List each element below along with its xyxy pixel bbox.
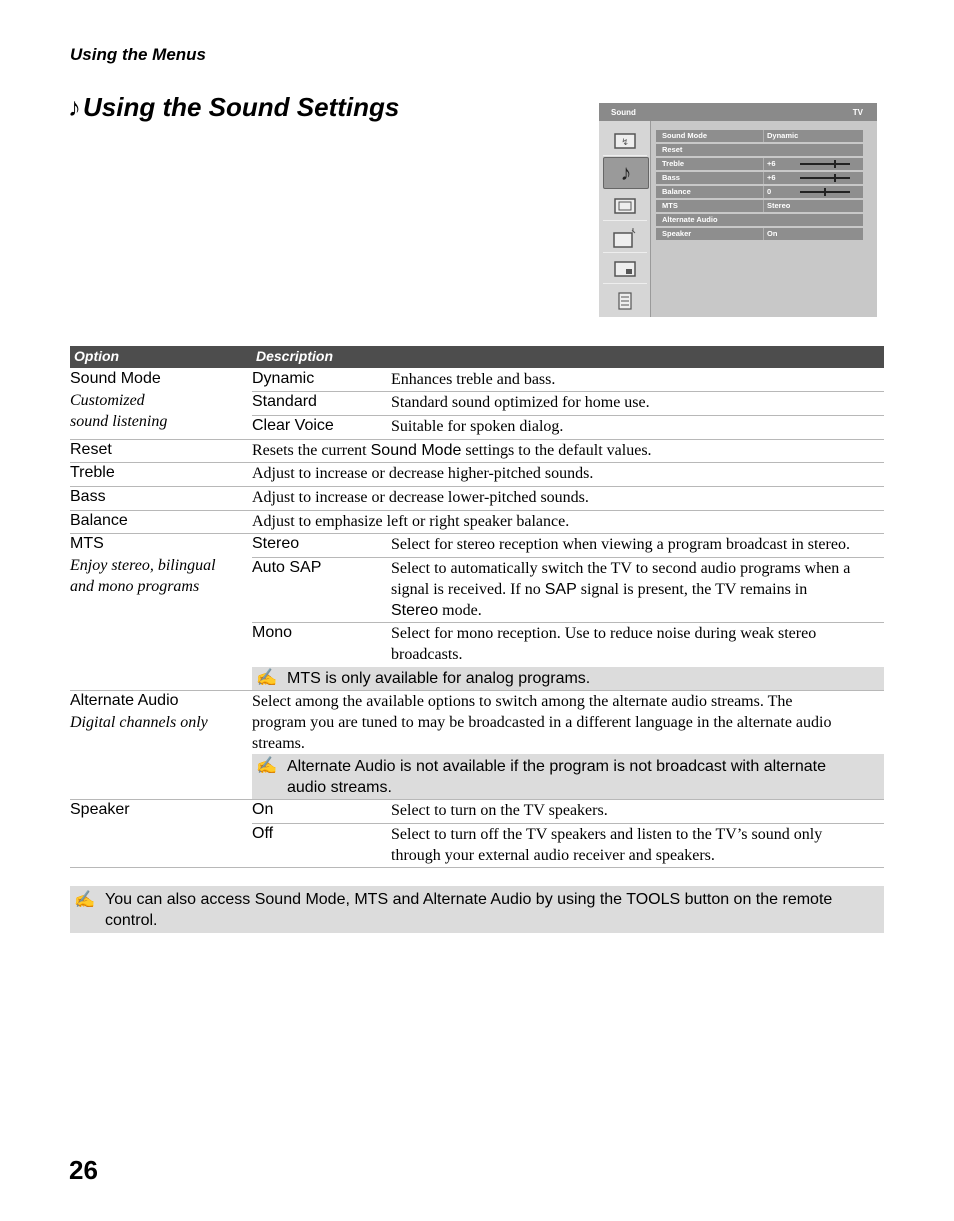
desc-dynamic: Enhances treble and bass. xyxy=(391,371,556,388)
treble-slider xyxy=(800,163,850,165)
alternate-audio-note xyxy=(252,754,884,799)
desc-off: Select to turn off the TV speakers and listen to the TV’s sound only through your external audio receiver and speakers. xyxy=(391,826,823,864)
desc-on: Select to turn on the TV speakers. xyxy=(391,802,608,819)
option-treble: Treble xyxy=(70,464,115,481)
svg-text:↯: ↯ xyxy=(621,138,629,148)
option-mts-sub1: Enjoy stereo, bilingual xyxy=(70,557,216,574)
desc-balance: Adjust to emphasize left or right speaker balance. xyxy=(252,513,570,530)
osd-row-speaker: Speaker On xyxy=(656,228,863,240)
desc-stereo: Select for stereo reception when viewing a program broadcast in stereo. xyxy=(391,536,850,553)
picture-icon xyxy=(603,127,647,156)
osd-header-input: TV xyxy=(852,108,863,117)
page-title xyxy=(68,92,399,123)
option-sound-mode-sub1: Customized xyxy=(70,392,145,409)
option-reset: Reset xyxy=(70,441,112,458)
option-mts: MTS xyxy=(70,535,104,552)
option-bass: Bass xyxy=(70,488,106,505)
desc-alternate-audio: Select among the available options to switch among the alternate audio streams. The program you are tuned to may be broadcasted in a different language in the alternate audio streams. xyxy=(252,693,832,752)
mts-note xyxy=(252,667,884,690)
value-auto-sap: Auto SAP xyxy=(252,559,322,576)
option-balance: Balance xyxy=(70,512,128,529)
header-description: Description xyxy=(256,348,334,364)
desc-reset: Resets the current Sound Mode settings to the default values. xyxy=(252,442,652,459)
option-mts-sub2: and mono programs xyxy=(70,578,200,595)
header-option: Option xyxy=(74,348,120,364)
note-pen-icon: ✍ xyxy=(256,668,278,687)
applications-icon xyxy=(603,287,647,315)
screen-icon xyxy=(603,192,647,221)
parental-lock-icon xyxy=(603,255,647,284)
note-pen-icon: ✍ xyxy=(74,890,96,909)
osd-header xyxy=(599,103,877,121)
option-alternate-audio: Alternate Audio xyxy=(70,692,179,709)
value-mono: Mono xyxy=(252,624,293,641)
value-off: Off xyxy=(252,825,274,842)
value-dynamic: Dynamic xyxy=(252,370,315,387)
option-speaker: Speaker xyxy=(70,801,130,818)
osd-icon-sidebar xyxy=(599,121,651,317)
option-alternate-audio-sub1: Digital channels only xyxy=(70,714,208,731)
divider xyxy=(252,415,884,416)
osd-row-balance: Balance 0 xyxy=(656,186,863,198)
osd-row-treble: Treble +6 xyxy=(656,158,863,170)
page-title-text: Using the Sound Settings xyxy=(83,92,400,122)
option-sound-mode: Sound Mode xyxy=(70,370,161,387)
divider xyxy=(70,867,884,868)
osd-row-mts: MTS Stereo xyxy=(656,200,863,212)
alternate-audio-note-text: Alternate Audio is not available if the program is not broadcast with alternate audio streams. xyxy=(287,758,826,796)
table-header xyxy=(70,346,884,368)
mts-note-text: MTS is only available for analog programs. xyxy=(287,670,591,687)
osd-row-bass: Bass +6 xyxy=(656,172,863,184)
value-clear-voice: Clear Voice xyxy=(252,417,334,434)
osd-settings-list xyxy=(651,121,877,317)
value-stereo: Stereo xyxy=(252,535,300,552)
music-note-icon: ♪ xyxy=(68,92,81,122)
note-pen-icon: ✍ xyxy=(256,756,278,775)
sound-menu-screenshot xyxy=(599,103,877,317)
running-head: Using the Menus xyxy=(70,45,207,64)
setup-icon xyxy=(603,224,647,253)
value-standard: Standard xyxy=(252,393,317,410)
desc-mono: Select for mono reception. Use to reduce noise during weak stereo broadcasts. xyxy=(391,625,817,663)
bass-slider xyxy=(800,177,850,179)
desc-clear-voice: Suitable for spoken dialog. xyxy=(391,418,564,435)
osd-row-sound-mode: Sound Mode Dynamic xyxy=(656,130,863,142)
osd-row-reset: Reset xyxy=(656,144,863,156)
desc-bass: Adjust to increase or decrease lower-pitched sounds. xyxy=(252,489,589,506)
balance-slider xyxy=(800,191,850,193)
value-on: On xyxy=(252,801,274,818)
desc-treble: Adjust to increase or decrease higher-pitched sounds. xyxy=(252,465,594,482)
page-number: 26 xyxy=(69,1155,98,1185)
tools-button-note xyxy=(70,886,884,933)
option-sound-mode-sub2: sound listening xyxy=(70,413,168,430)
desc-standard: Standard sound optimized for home use. xyxy=(391,394,650,411)
desc-auto-sap: Select to automatically switch the TV to second audio programs when a signal is received. If no SAP signal is present, the TV remains in Stereo mode. xyxy=(391,560,851,619)
sound-icon: ♪ xyxy=(603,157,649,189)
osd-header-title: Sound xyxy=(611,108,636,117)
osd-row-alternate-audio: Alternate Audio xyxy=(656,214,863,226)
tools-button-note-text: You can also access Sound Mode, MTS and Alternate Audio by using the TOOLS button on the remote control. xyxy=(105,891,833,929)
